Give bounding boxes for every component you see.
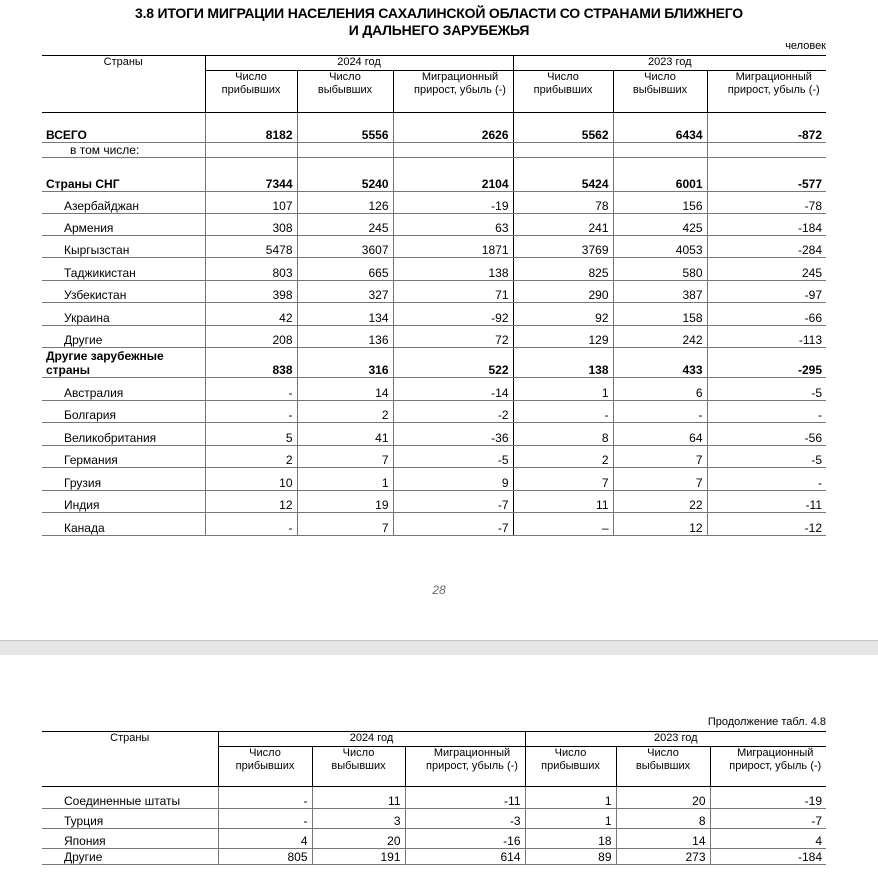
cell-migration-gain-2023: -11 [707, 491, 826, 513]
cell-migration-gain-2024: 2626 [393, 113, 513, 143]
page-number: 28 [432, 583, 446, 597]
cell-migration-gain-2023: -7 [710, 809, 826, 829]
cell-departed-2024 [297, 143, 393, 158]
cell-migration-gain-2023: -97 [707, 281, 826, 303]
cell-arrived-2024: 4 [218, 829, 312, 849]
country-name: Япония [42, 829, 218, 849]
header-migration-gain-2023: Миграционный прирост, убыль (-) [707, 71, 826, 113]
table-row [42, 143, 826, 158]
table-row [42, 258, 826, 281]
cell-arrived-2024: 107 [205, 192, 297, 214]
cell-migration-gain-2024: -7 [393, 513, 513, 536]
cell-migration-gain-2024: -5 [393, 446, 513, 468]
cell-arrived-2024: 12 [205, 491, 297, 513]
cell-migration-gain-2024: 72 [393, 326, 513, 348]
cell-departed-2023: 156 [613, 192, 707, 214]
cell-departed-2024: 134 [297, 303, 393, 326]
table-row [42, 491, 826, 513]
header-countries: Страны [42, 56, 205, 113]
table-row [42, 303, 826, 326]
cell-arrived-2024: 838 [205, 348, 297, 378]
country-name: Узбекистан [42, 281, 205, 303]
cell-migration-gain-2023 [707, 143, 826, 158]
cell-migration-gain-2023: -66 [707, 303, 826, 326]
cell-migration-gain-2023: -19 [710, 787, 826, 809]
cell-arrived-2023: 8 [513, 423, 613, 446]
cell-departed-2024: 20 [312, 829, 405, 849]
cell-departed-2024: 5556 [297, 113, 393, 143]
cell-arrived-2023: 18 [525, 829, 616, 849]
cell-departed-2023 [613, 143, 707, 158]
table-title-line-2: И ДАЛЬНЕГО ЗАРУБЕЖЬЯ [348, 22, 530, 38]
cell-departed-2023: 4053 [613, 236, 707, 258]
cell-departed-2023: 580 [613, 258, 707, 281]
cell-arrived-2024: 8182 [205, 113, 297, 143]
cell-migration-gain-2024: 614 [405, 849, 525, 865]
cell-migration-gain-2024: -19 [393, 192, 513, 214]
table-row [42, 281, 826, 303]
cell-departed-2024: 3607 [297, 236, 393, 258]
cell-arrived-2023: 11 [513, 491, 613, 513]
cell-departed-2023: 242 [613, 326, 707, 348]
cell-migration-gain-2023: -184 [707, 214, 826, 236]
cell-migration-gain-2023: -284 [707, 236, 826, 258]
cell-arrived-2024: 5478 [205, 236, 297, 258]
header-departed-2023: Число выбывших [616, 747, 710, 787]
table-row [42, 158, 826, 192]
cell-arrived-2023: 78 [513, 192, 613, 214]
cell-arrived-2023: – [513, 513, 613, 536]
cell-departed-2023: 22 [613, 491, 707, 513]
country-name: Другие зарубежные страны [42, 348, 205, 378]
table-body-main [42, 113, 826, 536]
table-row [42, 849, 826, 865]
cell-arrived-2024: 5 [205, 423, 297, 446]
cell-departed-2024: 327 [297, 281, 393, 303]
cell-departed-2023: 158 [613, 303, 707, 326]
cell-migration-gain-2024: -36 [393, 423, 513, 446]
cell-migration-gain-2023: -295 [707, 348, 826, 378]
country-name: Германия [42, 446, 205, 468]
cell-arrived-2024: 10 [205, 468, 297, 491]
table-row [42, 787, 826, 809]
cell-arrived-2024: 2 [205, 446, 297, 468]
cell-departed-2024: 1 [297, 468, 393, 491]
cell-migration-gain-2024: -92 [393, 303, 513, 326]
cell-arrived-2023: 1 [513, 378, 613, 401]
header-departed-2024: Число выбывших [312, 747, 405, 787]
cell-arrived-2024: - [205, 513, 297, 536]
header-year-2023: 2023 год [513, 56, 826, 71]
cell-migration-gain-2023: - [707, 468, 826, 491]
country-name: Индия [42, 491, 205, 513]
header-migration-gain-2024: Миграционный прирост, убыль (-) [405, 747, 525, 787]
cell-departed-2024: 5240 [297, 158, 393, 192]
table-title-line-1: 3.8 ИТОГИ МИГРАЦИИ НАСЕЛЕНИЯ САХАЛИНСКОЙ ОБЛАСТИ СО СТРАНАМИ БЛИЖНЕГО [134, 5, 743, 21]
cell-arrived-2023: 89 [525, 849, 616, 865]
country-name: Другие [42, 326, 205, 348]
cell-departed-2023: 273 [616, 849, 710, 865]
cell-arrived-2023: 1 [525, 809, 616, 829]
cell-departed-2024: 41 [297, 423, 393, 446]
cell-departed-2024: 136 [297, 326, 393, 348]
cell-arrived-2023: 138 [513, 348, 613, 378]
cell-migration-gain-2024: 63 [393, 214, 513, 236]
cell-arrived-2024: - [205, 401, 297, 423]
cell-migration-gain-2024 [393, 143, 513, 158]
cell-migration-gain-2024: -16 [405, 829, 525, 849]
country-name: Таджикистан [42, 258, 205, 281]
country-name: ВСЕГО [42, 113, 205, 143]
cell-migration-gain-2023: 4 [710, 829, 826, 849]
cell-arrived-2024: - [218, 809, 312, 829]
cell-departed-2023: 14 [616, 829, 710, 849]
cell-arrived-2023: 3769 [513, 236, 613, 258]
cell-arrived-2024: 208 [205, 326, 297, 348]
header-arrived-2024: Число прибывших [205, 71, 297, 113]
cell-arrived-2023: - [513, 401, 613, 423]
cell-migration-gain-2023: -113 [707, 326, 826, 348]
cell-departed-2023: 7 [613, 446, 707, 468]
header-arrived-2023: Число прибывших [513, 71, 613, 113]
cell-arrived-2023: 290 [513, 281, 613, 303]
cell-arrived-2024: 308 [205, 214, 297, 236]
migration-table-continuation [42, 731, 826, 865]
country-name: Соединенные штаты [42, 787, 218, 809]
cell-migration-gain-2023: - [707, 401, 826, 423]
cell-arrived-2024: 805 [218, 849, 312, 865]
cell-migration-gain-2023: -78 [707, 192, 826, 214]
cell-arrived-2024: - [218, 787, 312, 809]
cell-arrived-2023: 5562 [513, 113, 613, 143]
table-row [42, 192, 826, 214]
cell-departed-2023: 6001 [613, 158, 707, 192]
header-arrived-2023: Число прибывших [525, 747, 616, 787]
cell-departed-2024: 11 [312, 787, 405, 809]
cell-migration-gain-2024: -11 [405, 787, 525, 809]
cell-arrived-2023: 92 [513, 303, 613, 326]
cell-departed-2023: 387 [613, 281, 707, 303]
table-row [42, 446, 826, 468]
header-arrived-2024: Число прибывших [218, 747, 312, 787]
country-name: Другие [42, 849, 218, 865]
table-row [42, 378, 826, 401]
cell-migration-gain-2023: 245 [707, 258, 826, 281]
cell-arrived-2023 [513, 143, 613, 158]
cell-migration-gain-2023: -12 [707, 513, 826, 536]
header-year-2024: 2024 год [205, 56, 513, 71]
cell-departed-2023: 7 [613, 468, 707, 491]
cell-arrived-2023: 5424 [513, 158, 613, 192]
cell-departed-2024: 19 [297, 491, 393, 513]
country-name: Великобритания [42, 423, 205, 446]
cell-departed-2023: - [613, 401, 707, 423]
cell-migration-gain-2024: 522 [393, 348, 513, 378]
table-row [42, 348, 826, 378]
cell-departed-2024: 14 [297, 378, 393, 401]
cell-departed-2024: 191 [312, 849, 405, 865]
cell-departed-2024: 7 [297, 513, 393, 536]
cell-migration-gain-2024: 138 [393, 258, 513, 281]
migration-table-main [42, 55, 826, 536]
cell-departed-2023: 12 [613, 513, 707, 536]
cell-arrived-2023: 2 [513, 446, 613, 468]
country-name: в том числе: [42, 143, 205, 158]
cell-arrived-2023: 1 [525, 787, 616, 809]
country-name: Австралия [42, 378, 205, 401]
country-name: Страны СНГ [42, 158, 205, 192]
header-countries: Страны [42, 732, 218, 787]
cell-migration-gain-2023: -5 [707, 378, 826, 401]
cell-departed-2023: 20 [616, 787, 710, 809]
cell-departed-2023: 6434 [613, 113, 707, 143]
cell-migration-gain-2024: 9 [393, 468, 513, 491]
country-name: Болгария [42, 401, 205, 423]
cell-migration-gain-2024: 2104 [393, 158, 513, 192]
header-year-2024: 2024 год [218, 732, 525, 747]
country-name: Армения [42, 214, 205, 236]
cell-migration-gain-2023: -872 [707, 113, 826, 143]
cell-migration-gain-2024: 71 [393, 281, 513, 303]
units-label: человек [785, 40, 826, 52]
cell-arrived-2024: 398 [205, 281, 297, 303]
table-row [42, 829, 826, 849]
country-name: Грузия [42, 468, 205, 491]
cell-migration-gain-2023: -5 [707, 446, 826, 468]
cell-arrived-2024: 42 [205, 303, 297, 326]
header-departed-2024: Число выбывших [297, 71, 393, 113]
country-name: Азербайджан [42, 192, 205, 214]
cell-departed-2024: 665 [297, 258, 393, 281]
cell-departed-2024: 316 [297, 348, 393, 378]
country-name: Канада [42, 513, 205, 536]
cell-departed-2024: 7 [297, 446, 393, 468]
cell-arrived-2024 [205, 143, 297, 158]
header-migration-gain-2023: Миграционный прирост, убыль (-) [710, 747, 826, 787]
table-row [42, 214, 826, 236]
cell-migration-gain-2024: -2 [393, 401, 513, 423]
table-row [42, 423, 826, 446]
cell-departed-2023: 433 [613, 348, 707, 378]
table-body-continuation [42, 787, 826, 865]
cell-departed-2024: 3 [312, 809, 405, 829]
continuation-note: Продолжение табл. 4.8 [707, 716, 826, 728]
table-row [42, 468, 826, 491]
cell-migration-gain-2024: -7 [393, 491, 513, 513]
cell-arrived-2023: 129 [513, 326, 613, 348]
cell-departed-2023: 64 [613, 423, 707, 446]
table-row [42, 513, 826, 536]
cell-departed-2023: 6 [613, 378, 707, 401]
cell-arrived-2024: 803 [205, 258, 297, 281]
cell-migration-gain-2023: -184 [710, 849, 826, 865]
cell-arrived-2023: 825 [513, 258, 613, 281]
header-departed-2023: Число выбывших [613, 71, 707, 113]
country-name: Украина [42, 303, 205, 326]
table-row [42, 809, 826, 829]
cell-arrived-2024: - [205, 378, 297, 401]
cell-arrived-2023: 7 [513, 468, 613, 491]
cell-departed-2024: 126 [297, 192, 393, 214]
cell-departed-2024: 245 [297, 214, 393, 236]
cell-migration-gain-2024: -14 [393, 378, 513, 401]
cell-migration-gain-2024: -3 [405, 809, 525, 829]
table-row [42, 113, 826, 143]
cell-migration-gain-2023: -577 [707, 158, 826, 192]
cell-arrived-2023: 241 [513, 214, 613, 236]
cell-migration-gain-2023: -56 [707, 423, 826, 446]
header-migration-gain-2024: Миграционный прирост, убыль (-) [393, 71, 513, 113]
cell-departed-2023: 8 [616, 809, 710, 829]
cell-departed-2024: 2 [297, 401, 393, 423]
cell-departed-2023: 425 [613, 214, 707, 236]
header-year-2023: 2023 год [525, 732, 826, 747]
country-name: Кыргызстан [42, 236, 205, 258]
page-separator [0, 640, 878, 656]
table-row [42, 401, 826, 423]
table-row [42, 326, 826, 348]
country-name: Турция [42, 809, 218, 829]
cell-migration-gain-2024: 1871 [393, 236, 513, 258]
table-row [42, 236, 826, 258]
cell-arrived-2024: 7344 [205, 158, 297, 192]
